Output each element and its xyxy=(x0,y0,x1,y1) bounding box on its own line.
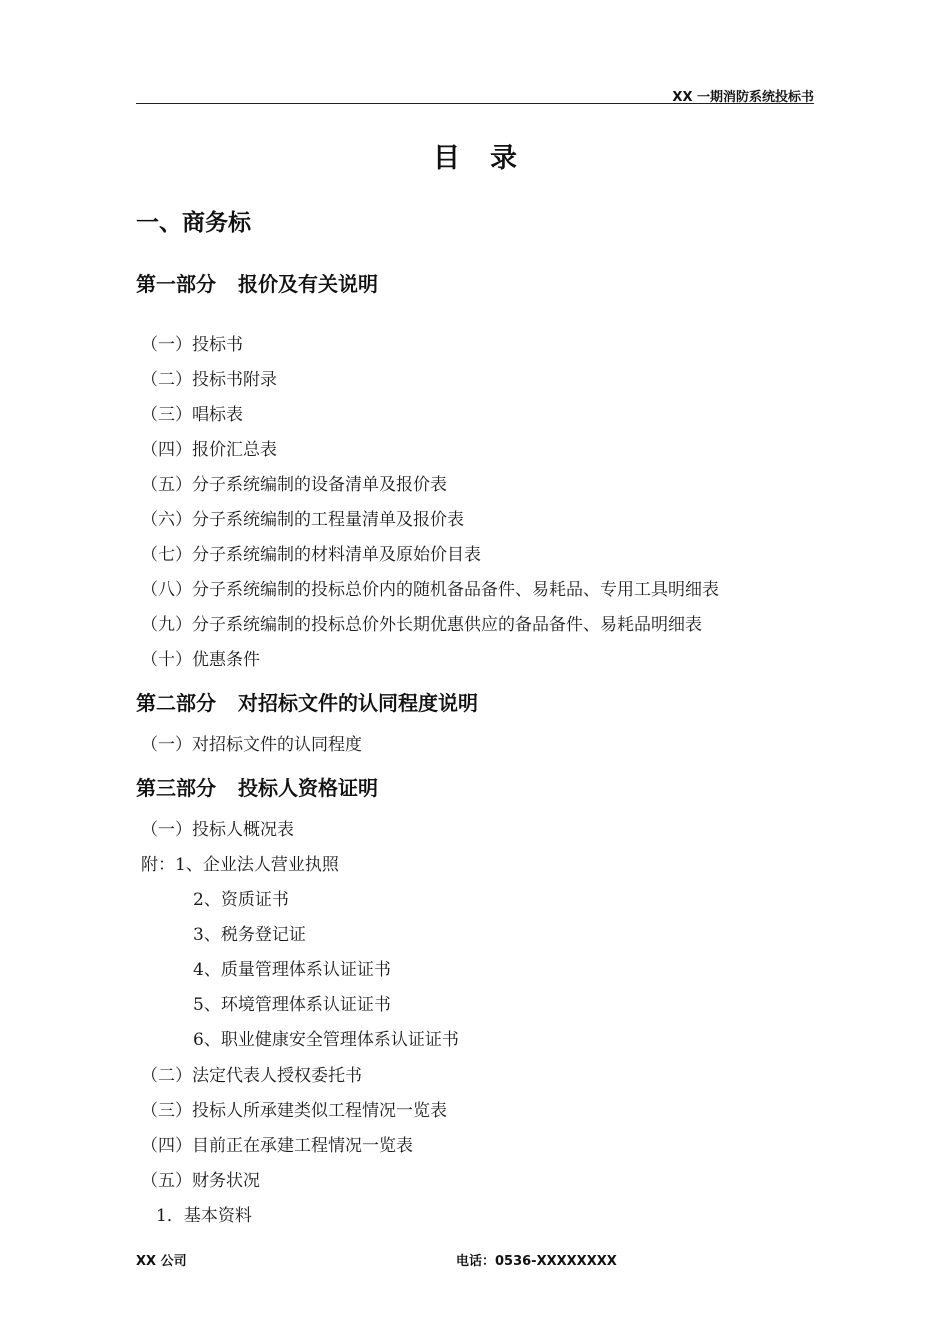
section-heading: 一、商务标 xyxy=(136,210,251,236)
toc-item: （十）优惠条件 xyxy=(141,650,260,670)
part2-heading xyxy=(136,687,478,716)
toc-subitem: 2、资质证书 xyxy=(193,890,289,910)
part3-heading xyxy=(136,772,378,801)
footer-phone: 电话：0536-XXXXXXXX xyxy=(456,1254,617,1269)
footer-company: XX 公司 xyxy=(136,1254,187,1269)
toc-item: （六）分子系统编制的工程量清单及报价表 xyxy=(141,510,464,530)
toc-subitem: 4、质量管理体系认证证书 xyxy=(193,960,391,980)
toc-item: （九）分子系统编制的投标总价外长期优惠供应的备品备件、易耗品明细表 xyxy=(141,615,702,635)
toc-subitem: 6、职业健康安全管理体系认证证书 xyxy=(193,1030,459,1050)
toc-item: （四）报价汇总表 xyxy=(141,440,277,460)
toc-subitem: 1．基本资料 xyxy=(156,1206,252,1226)
toc-item: （四）目前正在承建工程情况一览表 xyxy=(141,1136,413,1156)
toc-item: （八）分子系统编制的投标总价内的随机备品备件、易耗品、专用工具明细表 xyxy=(141,580,719,600)
toc-item: （五）财务状况 xyxy=(141,1171,260,1191)
header-title: XX 一期消防系统投标书 xyxy=(672,90,814,105)
toc-item: （二）投标书附录 xyxy=(141,370,277,390)
toc-item: （二）法定代表人授权委托书 xyxy=(141,1066,362,1086)
toc-item: （一）投标人概况表 xyxy=(141,820,294,840)
part2-number: 第二部分 xyxy=(136,691,216,715)
part1-heading xyxy=(136,268,378,297)
toc-subitem: 5、环境管理体系认证证书 xyxy=(193,995,391,1015)
part1-number: 第一部分 xyxy=(136,272,216,296)
toc-item: （三）投标人所承建类似工程情况一览表 xyxy=(141,1101,447,1121)
header-rule xyxy=(136,103,814,104)
toc-item: （五）分子系统编制的设备清单及报价表 xyxy=(141,475,447,495)
toc-item: （一）对招标文件的认同程度 xyxy=(141,735,362,755)
toc-item: （一）投标书 xyxy=(141,335,243,355)
toc-item: （三）唱标表 xyxy=(141,405,243,425)
toc-title: 目录 xyxy=(433,143,547,174)
part3-number: 第三部分 xyxy=(136,776,216,800)
part2-title: 对招标文件的认同程度说明 xyxy=(238,691,478,715)
part1-title: 报价及有关说明 xyxy=(238,272,378,296)
toc-item: （七）分子系统编制的材料清单及原始价目表 xyxy=(141,545,481,565)
toc-subitem: 3、税务登记证 xyxy=(193,925,306,945)
part3-title: 投标人资格证明 xyxy=(238,776,378,800)
toc-item: 附：1、企业法人营业执照 xyxy=(141,855,339,875)
